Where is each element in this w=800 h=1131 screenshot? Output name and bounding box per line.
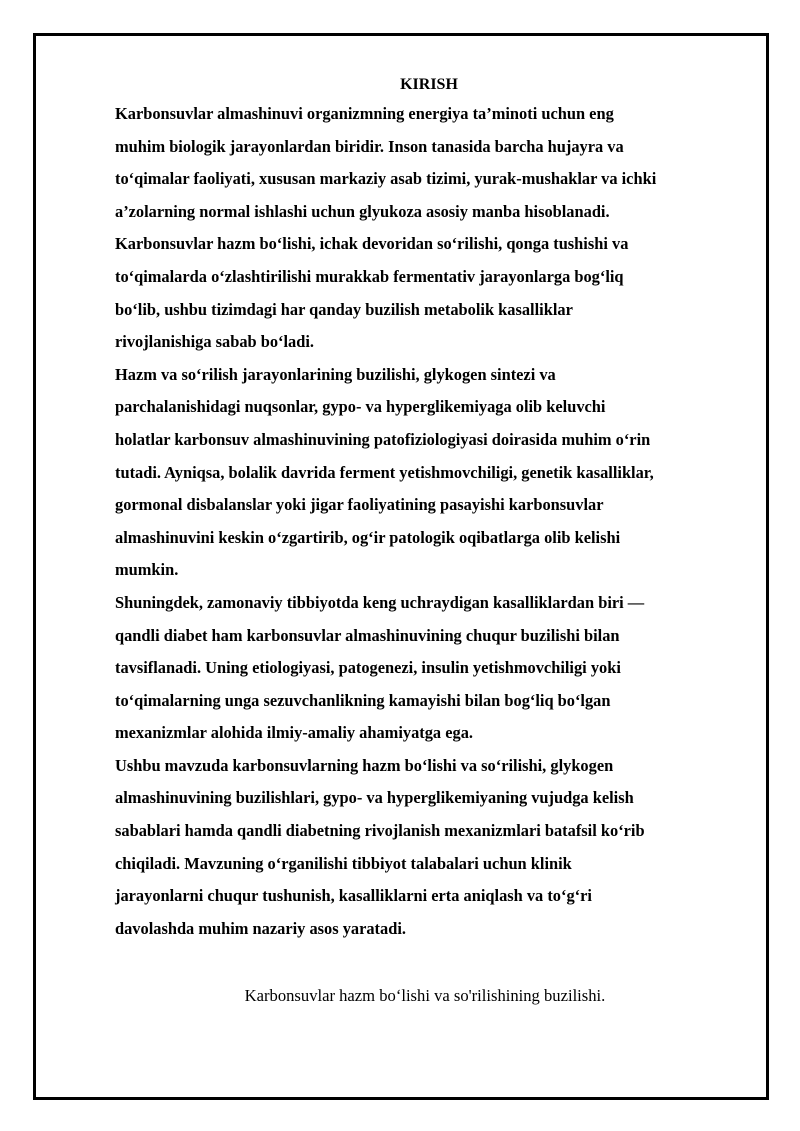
text-line: rivojlanishiga sabab bo‘ladi. bbox=[115, 332, 315, 352]
subsection-heading: Karbonsuvlar hazm bo‘lishi va so'rilishining buzilishi. bbox=[244, 986, 606, 1005]
text-line: chiqiladi. Mavzuning o‘rganilishi tibbiyot talabalari uchun klinik bbox=[115, 853, 572, 873]
text-line: bo‘lib, ushbu tizimdagi har qanday buzilish metabolik kasalliklar bbox=[115, 299, 573, 319]
text-line: a’zolarning normal ishlashi uchun glyukoza asosiy manba hisoblanadi. bbox=[115, 201, 610, 221]
text-line: Ushbu mavzuda karbonsuvlarning hazm bo‘lishi va so‘rilishi, glykogen bbox=[115, 755, 614, 775]
text-line: tutadi. Ayniqsa, bolalik davrida ferment yetishmovchiligi, genetik kasalliklar, bbox=[115, 462, 654, 482]
section-heading: KIRISH bbox=[400, 76, 458, 93]
text-line: Karbonsuvlar hazm bo‘lishi, ichak devoridan so‘rilishi, qonga tushishi va bbox=[115, 234, 629, 254]
text-line: gormonal disbalanslar yoki jigar faoliyatining pasayishi karbonsuvlar bbox=[115, 495, 604, 515]
text-line: muhim biologik jarayonlardan biridir. Inson tanasida barcha hujayra va bbox=[115, 136, 624, 156]
text-line: almashinuvini keskin o‘zgartirib, og‘ir patologik oqibatlarga olib kelishi bbox=[115, 527, 621, 547]
text-line: davolashda muhim nazariy asos yaratadi. bbox=[115, 918, 406, 938]
text-line: mexanizmlar alohida ilmiy-amaliy ahamiyatga ega. bbox=[115, 723, 473, 743]
text-line: jarayonlarni chuqur tushunish, kasalliklarni erta aniqlash va to‘g‘ri bbox=[115, 886, 592, 906]
paragraph-3 bbox=[115, 587, 735, 750]
text-line: to‘qimalarning unga sezuvchanlikning kamayishi bilan bog‘liq bo‘lgan bbox=[115, 690, 611, 710]
text-line: Karbonsuvlar almashinuvi organizmning energiya ta’minoti uchun eng bbox=[115, 104, 614, 123]
text-line: tavsiflanadi. Uning etiologiyasi, patogenezi, insulin yetishmovchiligi yoki bbox=[115, 658, 621, 678]
document-body bbox=[115, 72, 735, 1005]
text-line: almashinuvining buzilishlari, gypo- va hyperglikemiyaning vujudga kelish bbox=[115, 788, 634, 808]
text-line: parchalanishidagi nuqsonlar, gypo- va hyperglikemiyaga olib keluvchi bbox=[115, 397, 606, 417]
text-line: Hazm va so‘rilish jarayonlarining buzilishi, glykogen sintezi va bbox=[115, 364, 556, 384]
paragraph-2 bbox=[115, 359, 735, 587]
paragraph-1 bbox=[115, 98, 735, 359]
text-line: to‘qimalar faoliyati, xususan markaziy asab tizimi, yurak-mushaklar va ichki bbox=[115, 169, 657, 189]
text-line: mumkin. bbox=[115, 560, 179, 580]
text-line: Shuningdek, zamonaviy tibbiyotda keng uchraydigan kasalliklardan biri — bbox=[115, 592, 645, 612]
text-line: sabablari hamda qandli diabetning rivojlanish mexanizmlari batafsil ko‘rib bbox=[115, 821, 645, 841]
text-line: qandli diabet ham karbonsuvlar almashinuvining chuqur buzilishi bilan bbox=[115, 625, 620, 645]
text-line: to‘qimalarda o‘zlashtirilishi murakkab fermentativ jarayonlarga bog‘liq bbox=[115, 266, 624, 286]
text-line: holatlar karbonsuv almashinuvining patofiziologiyasi doirasida muhim o‘rin bbox=[115, 429, 651, 449]
paragraph-4 bbox=[115, 750, 735, 946]
